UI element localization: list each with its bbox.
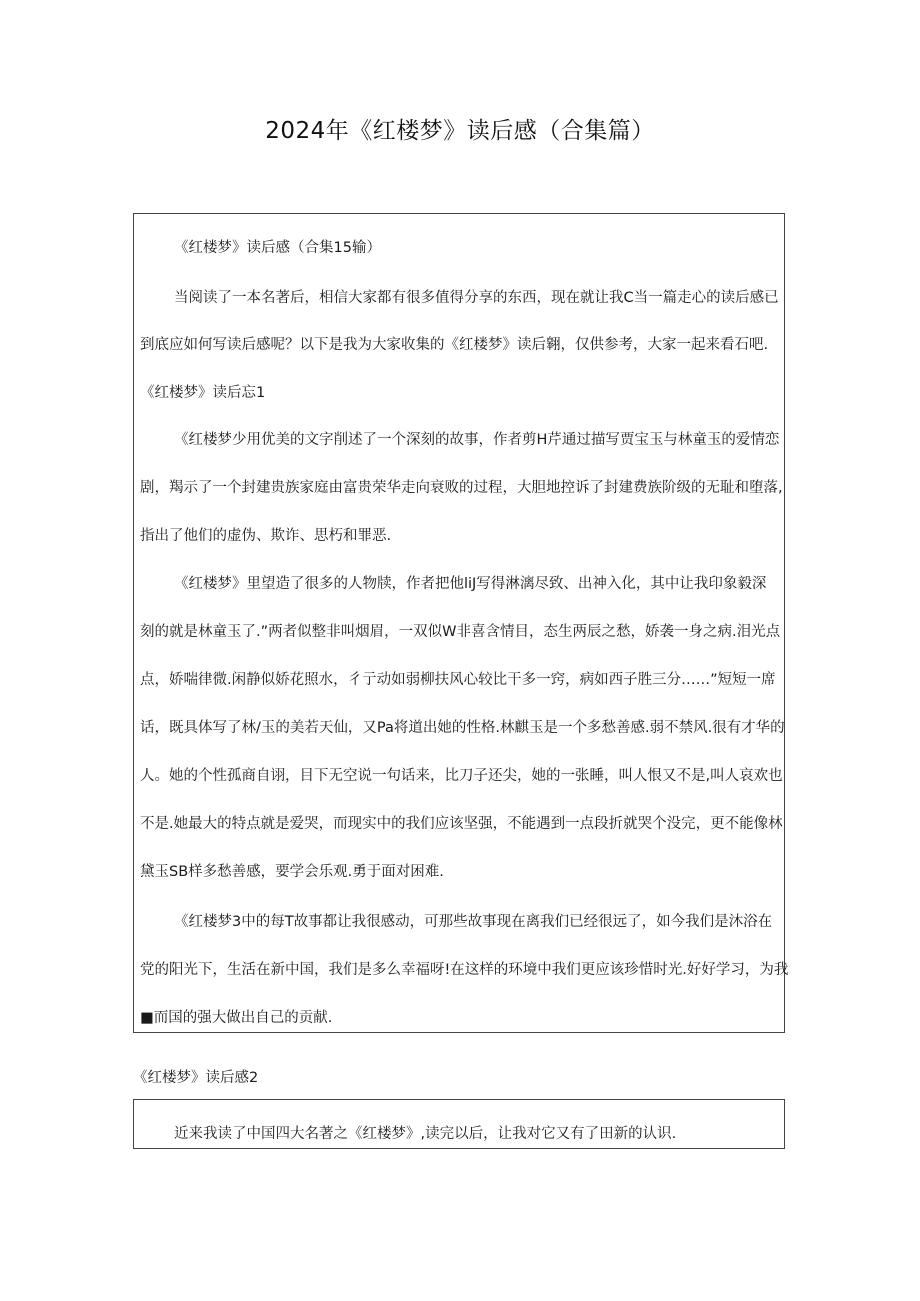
text-line: 人。她的个性孤商自诩，目下无空说一句话来，比刀子还尖，她的一张睡，叫人恨又不是,叫人哀欢也: [140, 768, 783, 784]
text-line: ■而国的强大做出自己的贡献.: [140, 1010, 333, 1026]
content-box-2: [133, 1099, 785, 1149]
text-line: 当阅读了一本名著后，相信大家都有很多值得分享的东西，现在就让我C当一篇走心的读后感已: [174, 290, 779, 306]
text-line: 《红楼梦》读后感（合集15输）: [174, 240, 381, 256]
text-line: 不是.她最大的特点就是爱哭，而现实中的我们应该坚强，不能遇到一点段折就哭个没完，更不能像林: [140, 816, 783, 832]
text-line: 《红楼梦3中的每T故事都让我很感动，可那些故事现在离我们已经很远了，如今我们是沐浴在: [174, 914, 773, 930]
text-line: 《红楼梦》读后忘1: [140, 385, 266, 401]
text-line: 《红楼梦》里望造了很多的人物牍，作者把他liJ写得淋漓尽致、出神入化，其中让我印象毅深: [174, 576, 767, 592]
text-line: 指出了他们的虚伪、欺诈、思朽和罪恶.: [140, 528, 392, 544]
text-line: 黛玉SB样多愁善感，要学会乐观.勇于面对困难.: [140, 864, 444, 880]
text-line: 剧，羯示了一个封建贵族家庭由富贵荣华走向衰败的过程，大胆地控诉了封建费族阶级的无耻和堕落,: [140, 480, 783, 496]
text-line: 《红楼梦少用优美的文字削述了一个深刻的故事，作者剪H芹通过描写贾宝玉与林童玉的爱情恋: [174, 432, 780, 448]
text-line: 近来我读了中国四大名著之《红楼梦》,读完以后，让我对它又有了田新的认识.: [174, 1126, 677, 1142]
content-box-1: [133, 213, 789, 1033]
document-title: 2024年《红楼梦》读后感（合集篇）: [265, 118, 655, 144]
text-line: 话，既具体写了林/玉的美若天仙，又Pa将道出她的性格.林麒玉是一个多愁善感.弱不禁风.很有才华的: [140, 720, 785, 736]
section-heading-2: 《红楼梦》读后感2: [133, 1070, 259, 1086]
text-line: 点，娇喘律微.闲静似娇花照水，彳亍动如弱柳扶风心较比干多一窍，病如西子胜三分……”短短一席: [140, 672, 776, 688]
text-line: 党的阳光下，生活在新中国，我们是多么幸福呀!在这样的环境中我们更应该珍惜时光.好好学习，为我: [140, 962, 789, 978]
text-line: 刻的就是林童玉了.”两者似整非叫烟眉，一双似W非喜含情目，态生两辰之愁，娇袭一身之病.泪光点: [140, 624, 781, 640]
text-line: 到底应如何写读后感呢？以下是我为大家收集的《红楼梦》读后翱，仅供参考，大家一起来看石吧.: [140, 337, 769, 353]
